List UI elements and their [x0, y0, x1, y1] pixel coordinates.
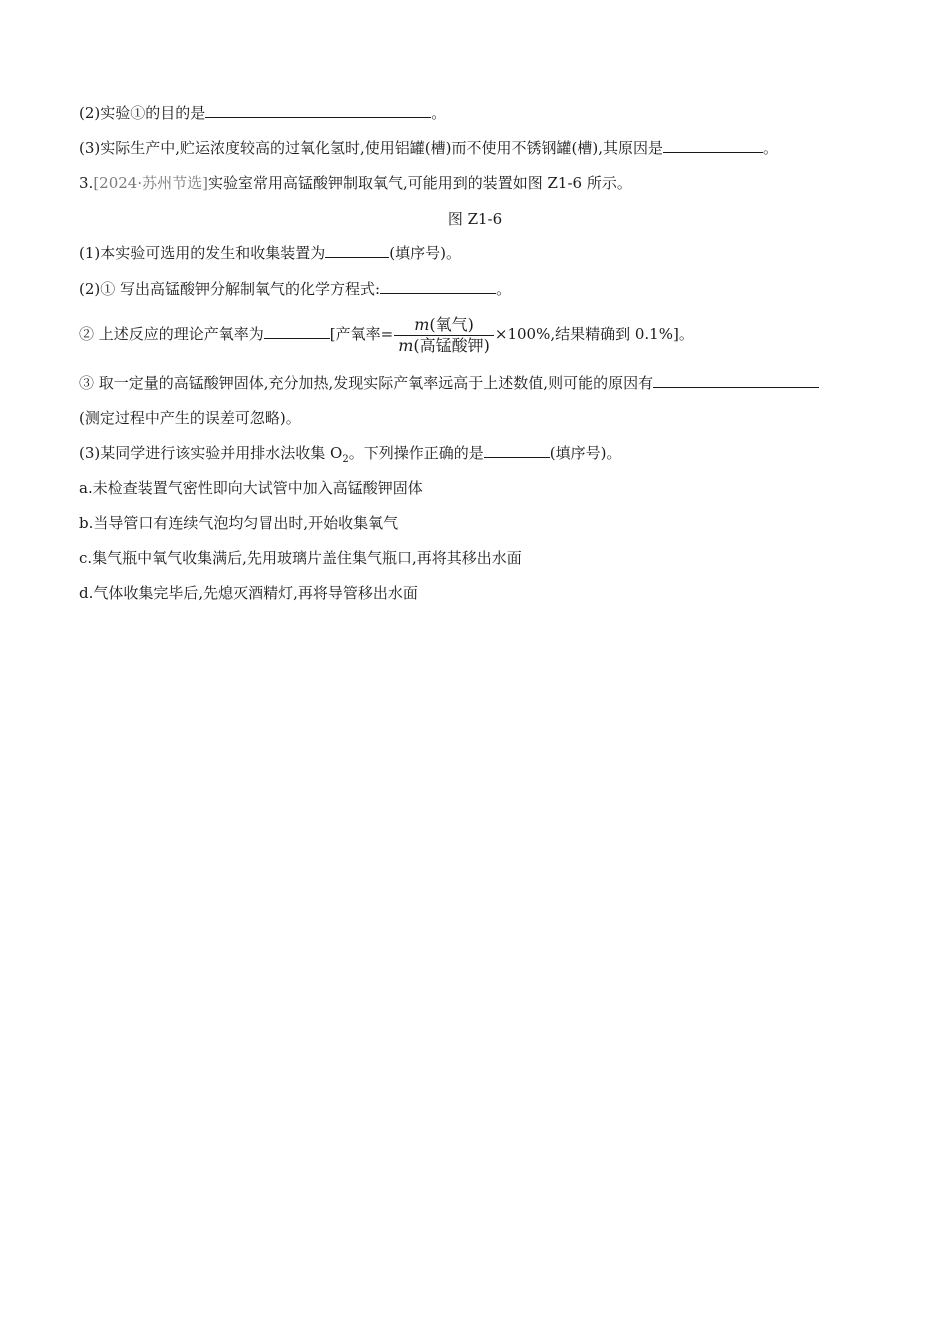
- sub-question-2-3: [79, 373, 819, 393]
- option-c: c.集气瓶中氧气收集满后,先用玻璃片盖住集气瓶口,再将其移出水面: [79, 549, 522, 567]
- sub-question-2-1-text: (2)① 写出高锰酸钾分解制氧气的化学方程式:: [79, 280, 381, 298]
- sub-question-1-text: (1)本实验可选用的发生和收集装置为: [79, 244, 326, 262]
- yield-formula-fraction: [394, 315, 494, 356]
- denominator-variable: m: [398, 335, 414, 355]
- sub-question-2-1-end: 。: [496, 280, 512, 298]
- answer-blank-q3[interactable]: [663, 138, 763, 153]
- formula-end: ×100%,结果精确到 0.1%]。: [494, 325, 694, 343]
- figure-caption: 图 Z1-6: [447, 210, 503, 228]
- sub-question-3-text: (3)某同学进行该实验并用排水法收集 O: [79, 444, 343, 462]
- subscript-2: 2: [342, 454, 349, 465]
- sub-question-3: [79, 443, 621, 470]
- sub-question-2-1: [79, 279, 511, 299]
- question-2-end: 。: [431, 104, 447, 122]
- question-3-text: (3)实际生产中,贮运浓度较高的过氧化氢时,使用铝罐(槽)而不使用不锈钢罐(槽),其原因是: [79, 139, 663, 157]
- sub-question-1-end: (填序号)。: [389, 244, 461, 262]
- sub-question-2-3-cont: (测定过程中产生的误差可忽略)。: [79, 409, 301, 427]
- question-3: [79, 138, 778, 158]
- problem-number: 3.: [79, 174, 94, 192]
- answer-blank-s2-3[interactable]: [653, 373, 819, 388]
- problem-3-stem: [79, 173, 632, 193]
- question-2: [79, 103, 446, 123]
- numerator-variable: m: [414, 314, 430, 334]
- problem-stem-text: 实验室常用高锰酸钾制取氧气,可能用到的装置如图 Z1-6 所示。: [207, 174, 632, 192]
- option-a: a.未检查装置气密性即向大试管中加入高锰酸钾固体: [79, 479, 423, 497]
- answer-blank-s1[interactable]: [325, 243, 389, 258]
- option-d: d.气体收集完毕后,先熄灭酒精灯,再将导管移出水面: [79, 584, 418, 602]
- fraction-denominator: [394, 335, 494, 356]
- answer-blank-s2-1[interactable]: [380, 279, 496, 294]
- sub-question-2-2-text: ② 上述反应的理论产氧率为: [79, 325, 264, 343]
- numerator-text: (氧气): [429, 314, 474, 334]
- answer-blank-s2-2[interactable]: [264, 324, 330, 339]
- answer-blank-q2[interactable]: [205, 103, 431, 118]
- answer-blank-s3[interactable]: [484, 443, 550, 458]
- problem-source: [2024·苏州节选]: [93, 174, 208, 192]
- sub-question-3-mid: 。下列操作正确的是: [348, 444, 484, 462]
- option-b: b.当导管口有连续气泡均匀冒出时,开始收集氧气: [79, 514, 399, 532]
- sub-question-1: [79, 243, 461, 263]
- sub-question-3-end: (填序号)。: [549, 444, 622, 462]
- fraction-numerator: [394, 315, 494, 335]
- question-2-text: (2)实验①的目的是: [79, 104, 206, 122]
- sub-question-2-3-text: ③ 取一定量的高锰酸钾固体,充分加热,发现实际产氧率远高于上述数值,则可能的原因有: [79, 374, 654, 392]
- denominator-text: (高锰酸钾): [413, 335, 490, 355]
- question-3-end: 。: [762, 139, 778, 157]
- sub-question-2-2: [79, 313, 694, 356]
- formula-bracket: [产氧率=: [329, 325, 394, 343]
